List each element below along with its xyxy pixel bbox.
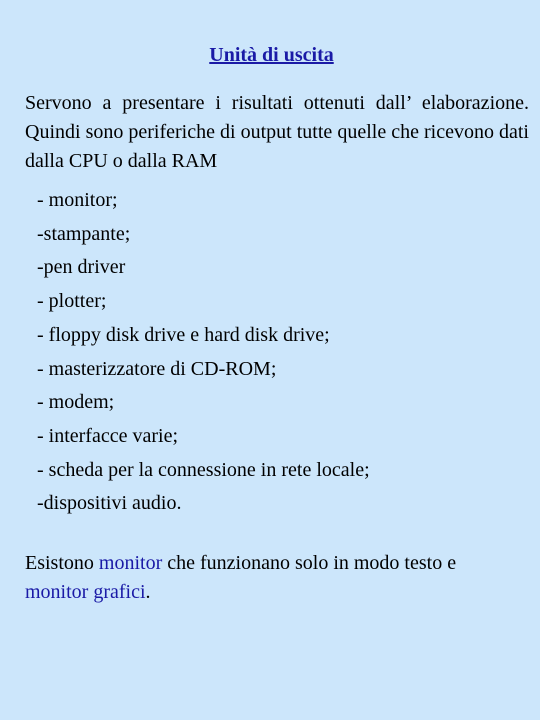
- list-item: - floppy disk drive e hard disk drive;: [37, 323, 330, 346]
- list-item: -dispositivi audio.: [37, 492, 182, 515]
- monitor-highlight: monitor: [98, 552, 163, 574]
- output-devices-list: [37, 184, 370, 521]
- list-item: -stampante;: [37, 222, 131, 245]
- list-item: - plotter;: [37, 290, 107, 313]
- monitor-grafici-highlight: monitor grafici: [25, 581, 146, 603]
- outro-text: che funzionano solo in modo testo e: [162, 552, 457, 574]
- list-item: - modem;: [37, 391, 115, 414]
- list-item: - scheda per la connessione in rete locale;: [37, 458, 370, 481]
- list-item: - monitor;: [37, 189, 118, 211]
- outro-paragraph: [25, 549, 515, 607]
- outro-text: .: [145, 581, 151, 603]
- list-item: - masterizzatore di CD-ROM;: [37, 357, 277, 380]
- page-title: [0, 32, 540, 69]
- intro-paragraph: Servono a presentare i risultati ottenuti dall’ elaborazione. Quindi sono periferiche di output tutte quelle che ricevono dati dalla CPU o dalla RAM: [25, 92, 529, 172]
- list-item: - interfacce varie;: [37, 424, 179, 447]
- list-item: -pen driver: [37, 256, 126, 279]
- outro-text: Esistono: [25, 552, 99, 574]
- title-text: Unità di uscita: [209, 44, 334, 66]
